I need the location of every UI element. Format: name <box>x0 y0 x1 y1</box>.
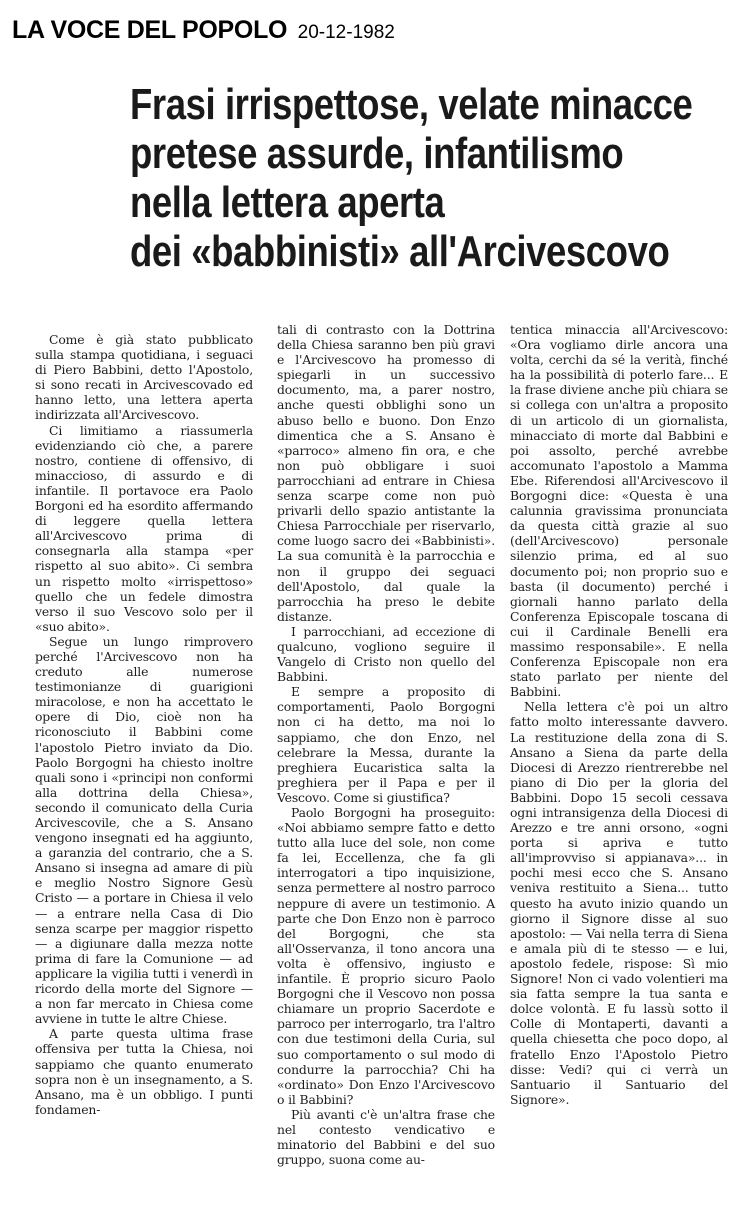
newspaper-name: LA VOCE DEL POPOLO <box>12 16 288 44</box>
article-column-3 <box>510 322 728 1107</box>
article-column-2 <box>277 322 495 1167</box>
paragraph: E sempre a proposito di comportamenti, Paolo Borgogni non ci ha detto, ma noi lo sappiamo, che don Enzo, nel celebrare la Messa, durante la preghiera Eucaristica salta la preghiera per il Papa e per il Vescovo. Come si giustifica? <box>277 684 495 805</box>
paragraph: A parte questa ultima frase offensiva per tutta la Chiesa, noi sappiamo che quanto enumerato sopra non è un insegnamento, a S. Ansano, ma è un obbligo. I punti fondamen- <box>35 1026 253 1117</box>
article-headline <box>130 80 693 276</box>
paragraph: Segue un lungo rimprovero perché l'Arcivescovo non ha creduto alle numerose testimonianze di guarigioni miracolose, e non ha accettato le opere di Dio, cioè non ha riconosciuto il Babbini come l'apostolo Pietro inviato da Dio. Paolo Borgogni ha chiesto inoltre quali sono i «principi non conformi alla dottrina della Chiesa», secondo il comunicato della Curia Arcivescovile, che a S. Ansano vengono insegnati ed ha aggiunto, a garanzia del contrario, che a S. Ansano si insegna ad amare di più e meglio Nostro Signore Gesù Cristo — a portare in Chiesa il velo — a entrare nella Casa di Dio senza scarpe per maggior rispetto — a digiunare dalla mezza notte prima di fare la Comunione — ad applicare la vigilia tutti i venerdì in ricordo della morte del Signore — a non far mercato in Chiesa come avviene in tutte le altre Chiese. <box>35 633 253 1027</box>
paragraph: tentica minaccia all'Arcivescovo: «Ora vogliamo dirle ancora una volta, cerchi da sé la verità, finché ha la possibilità di poterlo fare... E la frase diviene anche più chiara se si collega con un'altra a proposito di un articolo di un giornalista, minacciato di morte dal Babbini e poi assolto, perché avrebbe accomunato l'apostolo a Mamma Ebe. Riferendosi all'Arcivescovo il Borgogni dice: «Questa è una calunnia gravissima pronunciata da questa città grazie al suo (dell'Arcivescovo) personale silenzio prima, ed al suo documento poi; non proprio suo e basta (il documento) perché i giornali hanno parlato della Conferenza Episcopale toscana di cui il Cardinale Benelli era massimo responsabile». E nella Conferenza Episcopale non era stato parlato per niente del Babbini. <box>510 322 728 700</box>
headline-line: dei «babbinisti» all'Arcivescovo <box>130 227 670 276</box>
paragraph: Come è già stato pubblicato sulla stampa quotidiana, i seguaci di Piero Babbini, detto l'Apostolo, si sono recati in Arcivescovado ed hanno letto, una lettera aperta indirizzata all'Arcivescovo. <box>35 332 253 423</box>
paragraph: Più avanti c'è un'altra frase che nel contesto vendicativo e minatorio del Babbini e del suo gruppo, suona come au- <box>277 1106 495 1168</box>
headline-line: nella lettera aperta <box>130 178 445 227</box>
paragraph: tali di contrasto con la Dottrina della Chiesa saranno ben più gravi e l'Arcivescovo ha promesso di spiegarli in un successivo documento, ma, a parer nostro, anche questi obblighi sono un abuso bello e buono. Don Enzo dimentica che a S. Ansano è «parroco» almeno fin ora, e che non può obbligare i suoi parrocchiani ad entrare in Chiesa senza scarpe come non può privarli dello spazio antistante la Chiesa Parrocchiale per riservarlo, come luogo sacro dei «Babbinisti». La sua comunità è la parrocchia e non il gruppo dei seguaci dell'Apostolo, dal quale la parrocchia ha preso le debite distanze. <box>277 322 495 624</box>
paragraph: Paolo Borgogni ha proseguito: «Noi abbiamo sempre fatto e detto tutto alla luce del sole, non come fa lei, Eccellenza, che fa gli interrogatori a tipo inquisizione, senza permettere al nostro parroco neppure di avere un testimonio. A parte che Don Enzo non è parroco del Borgogni, che sta all'Osservanza, il tono ancora una volta è offensivo, ingiusto e infantile. È proprio sicuro Paolo Borgogni che il Vescovo non possa chiamare un proprio Sacerdote e parroco per interrogarlo, tra l'altro con due testimoni della Curia, sul suo comportamento o sul modo di condurre la parrocchia? Chi ha «ordinato» Don Enzo l'Arcivescovo o il Babbini? <box>277 805 495 1107</box>
article-column-1 <box>35 332 253 1117</box>
publication-date: 20-12-1982 <box>297 22 395 43</box>
paragraph: Ci limitiamo a riassumerla evidenziando ciò che, a parere nostro, contiene di offensivo, di minaccioso, di assurdo e di infantile. Il portavoce era Paolo Borgoni ed ha esordito affermando di leggere quella lettera all'Arcivescovo prima di consegnarla alla stampa «per rispetto al suo abito». Ci sembra un rispetto molto «irrispettoso» quello che un fedele dimostra verso il suo Vescovo solo per il «suo abito». <box>35 422 253 634</box>
headline-line: pretese assurde, infantilismo <box>130 129 624 178</box>
headline-line: Frasi irrispettose, velate minacce <box>130 80 693 129</box>
paragraph: I parrocchiani, ad eccezione di qualcuno, vogliono seguire il Vangelo di Cristo non quello del Babbini. <box>277 623 495 685</box>
paragraph: Nella lettera c'è poi un altro fatto molto interessante davvero. La restituzione della zona di S. Ansano a Siena da parte della Diocesi di Arezzo rientrerebbe nel piano di Dio per la gloria del Babbini. Dopo 15 secoli cessava ogni intransigenza della Diocesi di Arezzo e tre anni orsono, «ogni porta si apriva e tutto all'improvviso si appianava»... in pochi mesi ecco che S. Ansano veniva restituito a Siena... tutto questo ha avuto inizio quando un giorno il Signore disse al suo apostolo: — Vai nella terra di Siena e amala più di te stesso — e lui, apostolo fedele, rispose: Sì mio Signore! Non ci vado volentieri ma sia fatta sempre la tua santa e dolce volontà. E fu lassù sotto il Colle di Montaperti, davanti a quella chiesetta che poco dopo, al fratello Enzo l'Apostolo Pietro disse: Vedi? qui ci verrà un Santuario il Santuario del Signore». <box>510 699 728 1107</box>
masthead <box>12 16 395 45</box>
